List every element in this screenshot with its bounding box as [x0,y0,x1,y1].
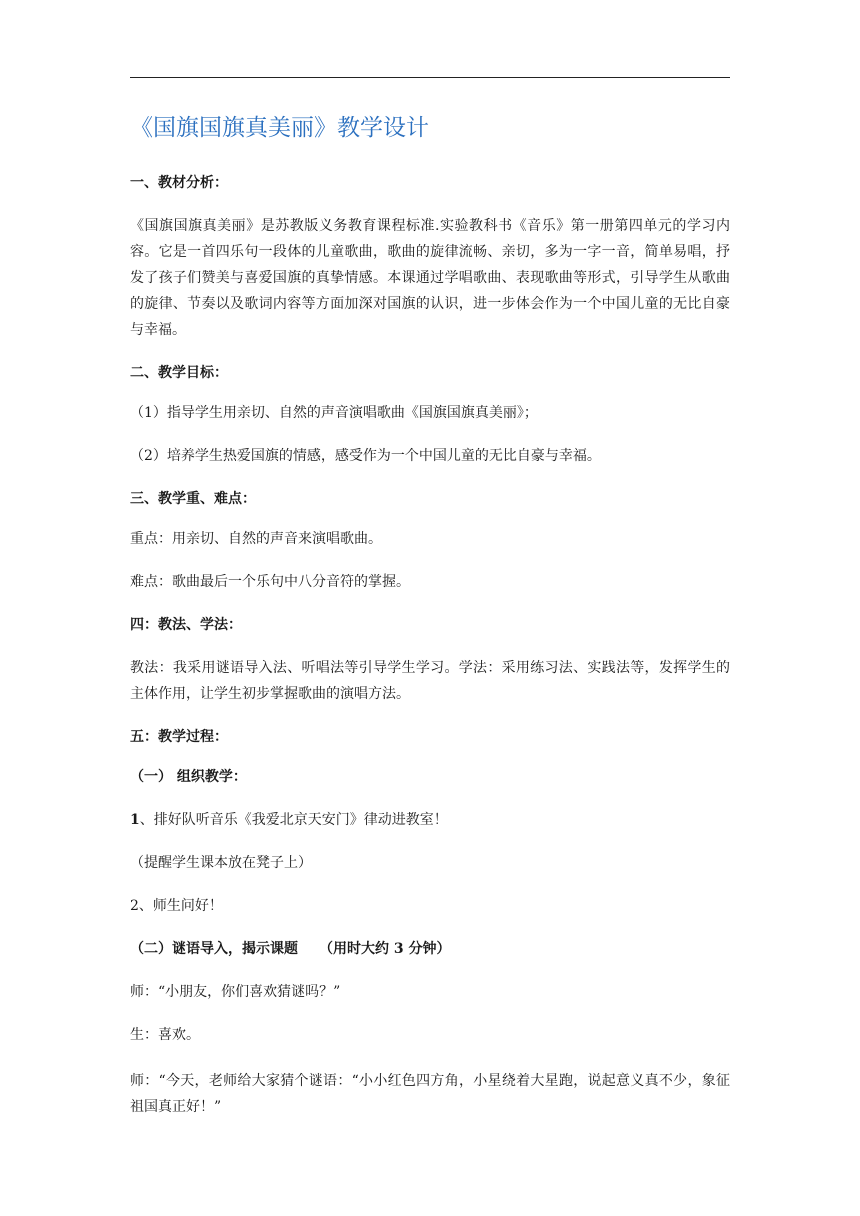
dialog-line-3: 师：“今天，老师给大家猜个谜语：“小小红色四方角，小星绕着大星跑，说起意义真不少，象征祖国真正好！” [130,1073,730,1115]
teaching-goal-1: （1）指导学生用亲切、自然的声音演唱歌曲《国旗国旗真美丽》； [130,405,538,421]
section-heading-key-difficult-points: 三、教学重、难点： [130,491,256,507]
step-1-item-1 [130,810,730,830]
step-1-note: （提醒学生课本放在凳子上） [130,855,312,871]
step-1-item-2: 2、师生问好！ [130,898,223,914]
section-heading-material-analysis: 一、教材分析： [130,175,228,191]
step-1-heading: （一） 组织教学： [130,769,247,785]
key-point: 重点：用亲切、自然的声音来演唱歌曲。 [130,531,382,547]
teaching-goal-2: （2）培养学生热爱国旗的情感，感受作为一个中国儿童的无比自豪与幸福。 [130,448,601,464]
header-rule [130,77,730,78]
step-1-item-1-text: 、排好队听音乐《我爱北京天安门》律动进教室！ [139,812,448,828]
dialog-line-1: 师：“小朋友，你们喜欢猜谜吗？” [130,984,341,1000]
section-heading-methods: 四：教法、学法： [130,617,242,633]
methods-paragraph: 教法：我采用谜语导入法、听唱法等引导学生学习。学法：采用练习法、实践法等，发挥学生的主体作用，让学生初步掌握歌曲的演唱方法。 [130,660,730,702]
dialog-line-2: 生：喜欢。 [130,1027,200,1043]
difficult-point: 难点：歌曲最后一个乐句中八分音符的掌握。 [130,574,410,590]
step-1-item-1-number: 1 [130,812,140,828]
section-heading-teaching-process: 五：教学过程： [130,729,228,745]
step-2-heading: （二）谜语导入，揭示课题 （用时大约 3 分钟） [130,941,451,957]
section-heading-teaching-goals: 二、教学目标： [130,365,228,381]
document-title: 《国旗国旗真美丽》教学设计 [130,115,429,141]
material-analysis-paragraph: 《国旗国旗真美丽》是苏教版义务教育课程标准.实验教科书《音乐》第一册第四单元的学习内容。它是一首四乐句一段体的儿童歌曲，歌曲的旋律流畅、亲切，多为一字一音，简单易唱，抒发了孩子们赞美与喜爱国旗的真挚情感。本课通过学唱歌曲、表现歌曲等形式，引导学生从歌曲的旋律、节奏以及歌词内容等方面加深对国旗的认识，进一步体会作为一个中国儿童的无比自豪与幸福。 [130,218,730,338]
document-body [130,110,730,1140]
